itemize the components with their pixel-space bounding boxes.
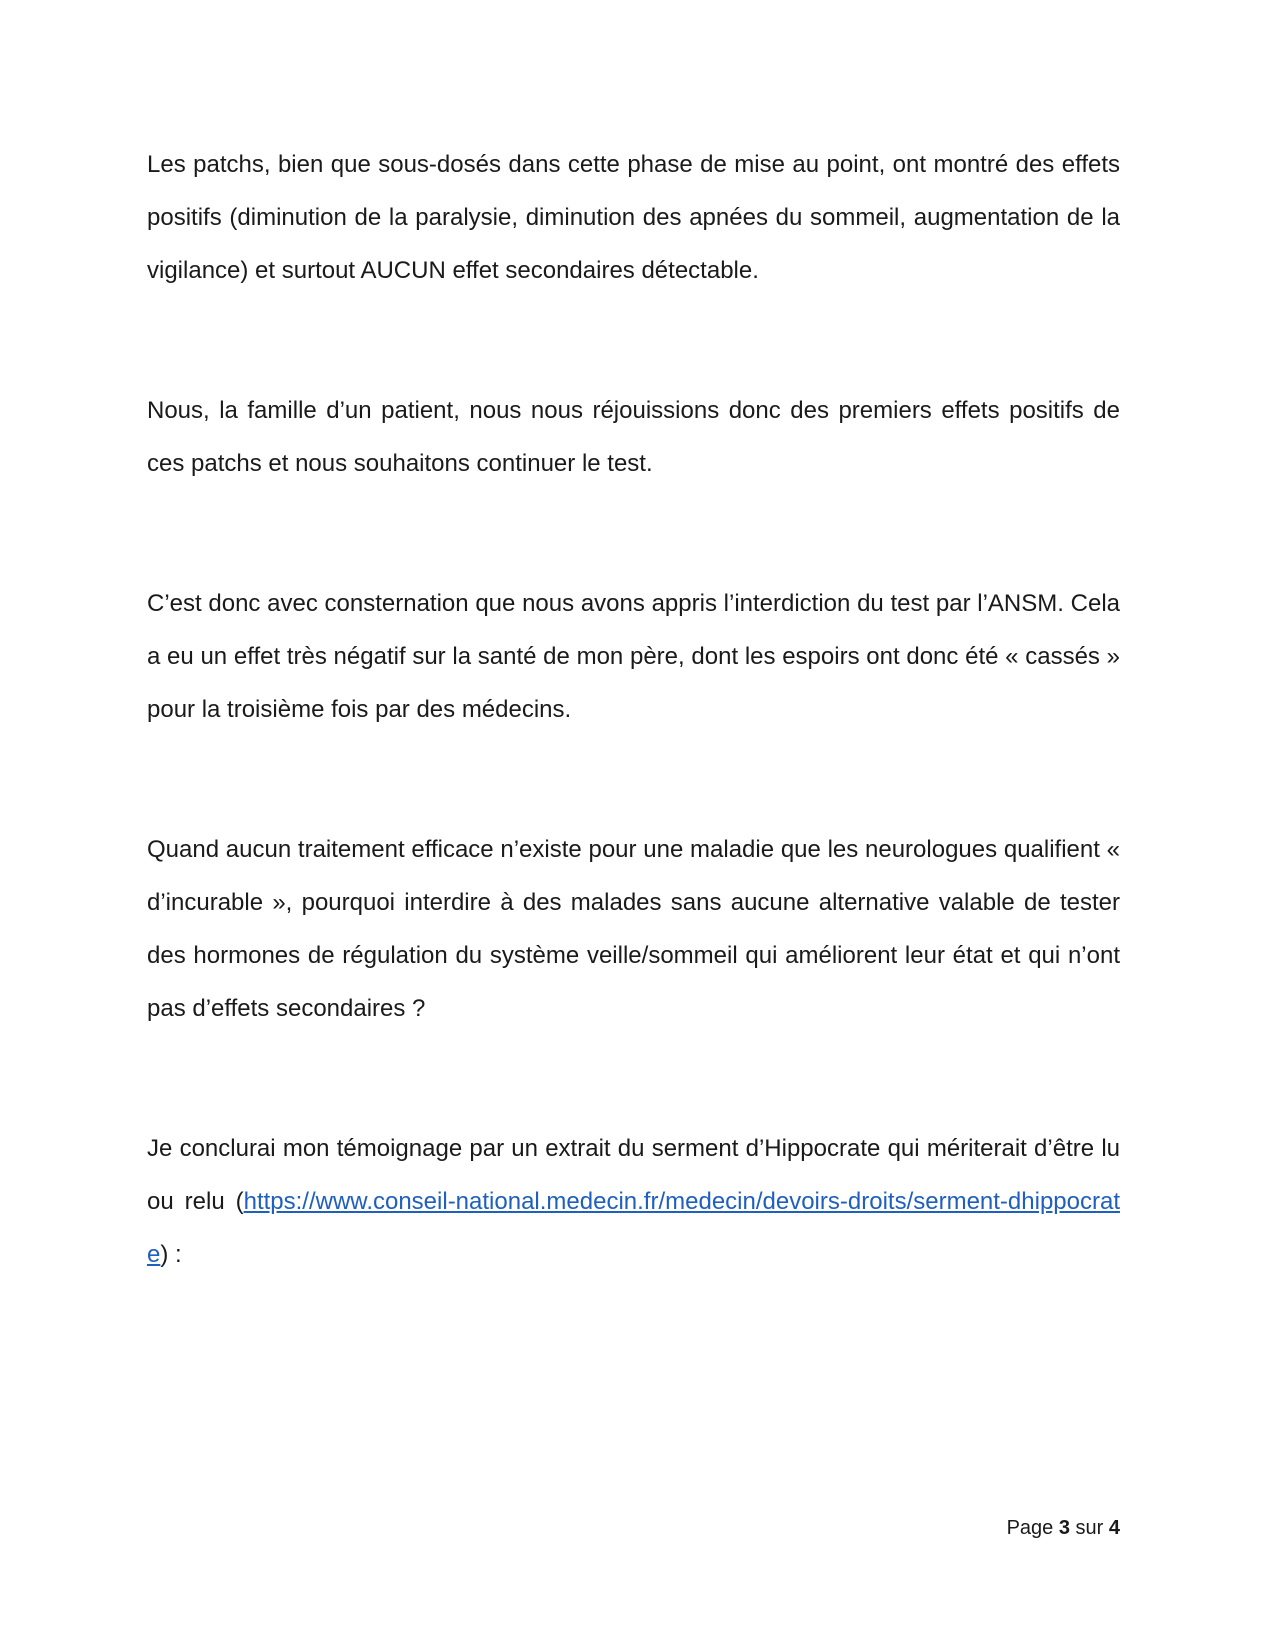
paragraph-patch-effects: Les patchs, bien que sous-dosés dans cette phase de mise au point, ont montré des effets positifs (diminution de la paralysie, diminution des apnées du sommeil, augmentation de la vigilance) et surtout AUCUN effet secondaires détectable. [147, 151, 1120, 284]
paragraph-spacer [147, 490, 1120, 577]
paragraph-hippocrate-text: Je conclurai mon témoignage par un extrait du serment d’Hippocrate qui mériterait d’être lu ou relu ( [147, 1135, 1120, 1215]
paragraph-spacer [147, 736, 1120, 823]
paragraph-ansm-ban: C’est donc avec consternation que nous avons appris l’interdiction du test par l’ANSM. Cela a eu un effet très négatif sur la santé de mon père, dont les espoirs ont donc été « cassés » pour la troisième fois par des médecins. [147, 590, 1120, 723]
page-number-middle: sur [1069, 1517, 1109, 1539]
paragraph-spacer [147, 297, 1120, 384]
paragraph-hippocrate-end: ) : [160, 1241, 182, 1268]
paragraph-spacer [147, 1035, 1120, 1122]
page-number-prefix: Page [1006, 1517, 1059, 1539]
serment-hippocrate-link[interactable]: https://www.conseil-national.medecin.fr/medecin/devoirs-droits/serment-dhippocrate [147, 1188, 1120, 1268]
document-body [147, 138, 1120, 1281]
page-number-total: 4 [1108, 1517, 1120, 1539]
page-number-current: 3 [1058, 1517, 1070, 1539]
paragraph-question: Quand aucun traitement efficace n’existe pour une maladie que les neurologues qualifient « d’incurable », pourquoi interdire à des malades sans aucune alternative valable de tester des hormones de régulation du système veille/sommeil qui améliorent leur état et qui n’ont pas d’effets secondaires ? [147, 836, 1120, 1022]
paragraph-family-hopes: Nous, la famille d’un patient, nous nous réjouissions donc des premiers effets positifs de ces patchs et nous souhaitons continuer le test. [147, 397, 1120, 477]
paragraph-hippocrate [147, 1122, 1120, 1281]
page-number [1007, 1517, 1120, 1540]
